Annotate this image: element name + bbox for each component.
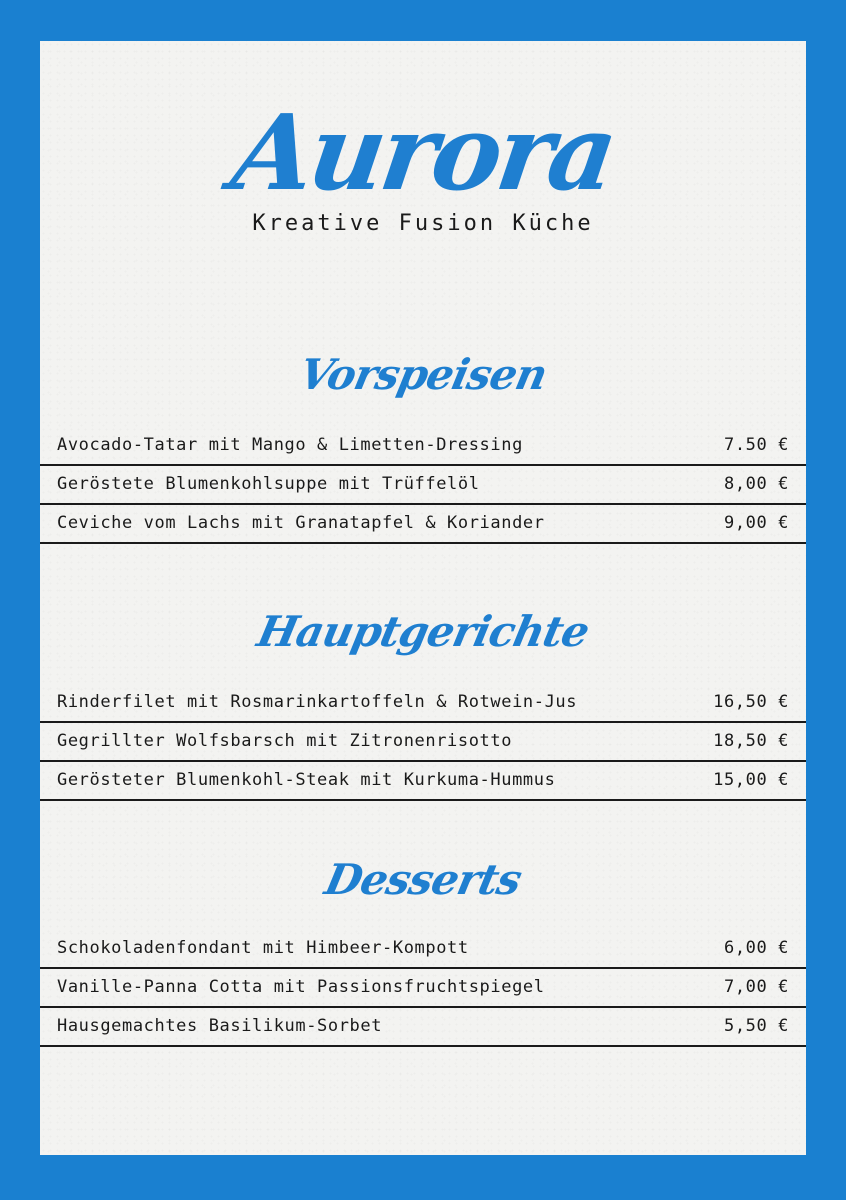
dish-price: 7,00 €: [723, 977, 789, 997]
section-title-hauptgerichte: Hauptgerichte: [253, 607, 594, 656]
menu-list-desserts: [40, 930, 806, 1047]
restaurant-tagline: Kreative Fusion Küche: [252, 211, 594, 236]
menu-item: [40, 1008, 806, 1047]
menu-item: [40, 427, 806, 466]
dish-name: Schokoladenfondant mit Himbeer-Kompott: [57, 938, 469, 958]
dish-name: Rinderfilet mit Rosmarinkartoffeln & Rotwein-Jus: [57, 692, 578, 712]
menu-item: [40, 505, 806, 544]
dish-name: Avocado-Tatar mit Mango & Limetten-Dressing: [57, 435, 523, 455]
dish-name: Vanille-Panna Cotta mit Passionsfruchtspiegel: [57, 977, 545, 997]
dish-price: 8,00 €: [723, 474, 789, 494]
dish-price: 5,50 €: [723, 1016, 789, 1036]
menu-item: [40, 930, 806, 969]
dish-name: Hausgemachtes Basilikum-Sorbet: [57, 1016, 383, 1036]
section-title-desserts: Desserts: [320, 855, 526, 904]
dish-price: 7.50 €: [723, 435, 789, 455]
dish-price: 9,00 €: [723, 513, 789, 533]
menu-card: [40, 41, 806, 1155]
dish-price: 18,50 €: [713, 731, 789, 751]
dish-name: Geröstete Blumenkohlsuppe mit Trüffelöl: [57, 474, 480, 494]
dish-name: Gerösteter Blumenkohl-Steak mit Kurkuma-Hummus: [57, 770, 556, 790]
menu-item: [40, 684, 806, 723]
dish-name: Ceviche vom Lachs mit Granatapfel & Koriander: [57, 513, 545, 533]
menu-list-vorspeisen: [40, 427, 806, 544]
section-title-vorspeisen: Vorspeisen: [295, 350, 552, 399]
dish-price: 16,50 €: [713, 692, 789, 712]
restaurant-logo: Aurora: [225, 91, 622, 214]
menu-item: [40, 762, 806, 801]
menu-item: [40, 466, 806, 505]
dish-price: 6,00 €: [723, 938, 789, 958]
menu-item: [40, 723, 806, 762]
menu-list-hauptgerichte: [40, 684, 806, 801]
dish-name: Gegrillter Wolfsbarsch mit Zitronenrisotto: [57, 731, 513, 751]
menu-item: [40, 969, 806, 1008]
dish-price: 15,00 €: [713, 770, 789, 790]
